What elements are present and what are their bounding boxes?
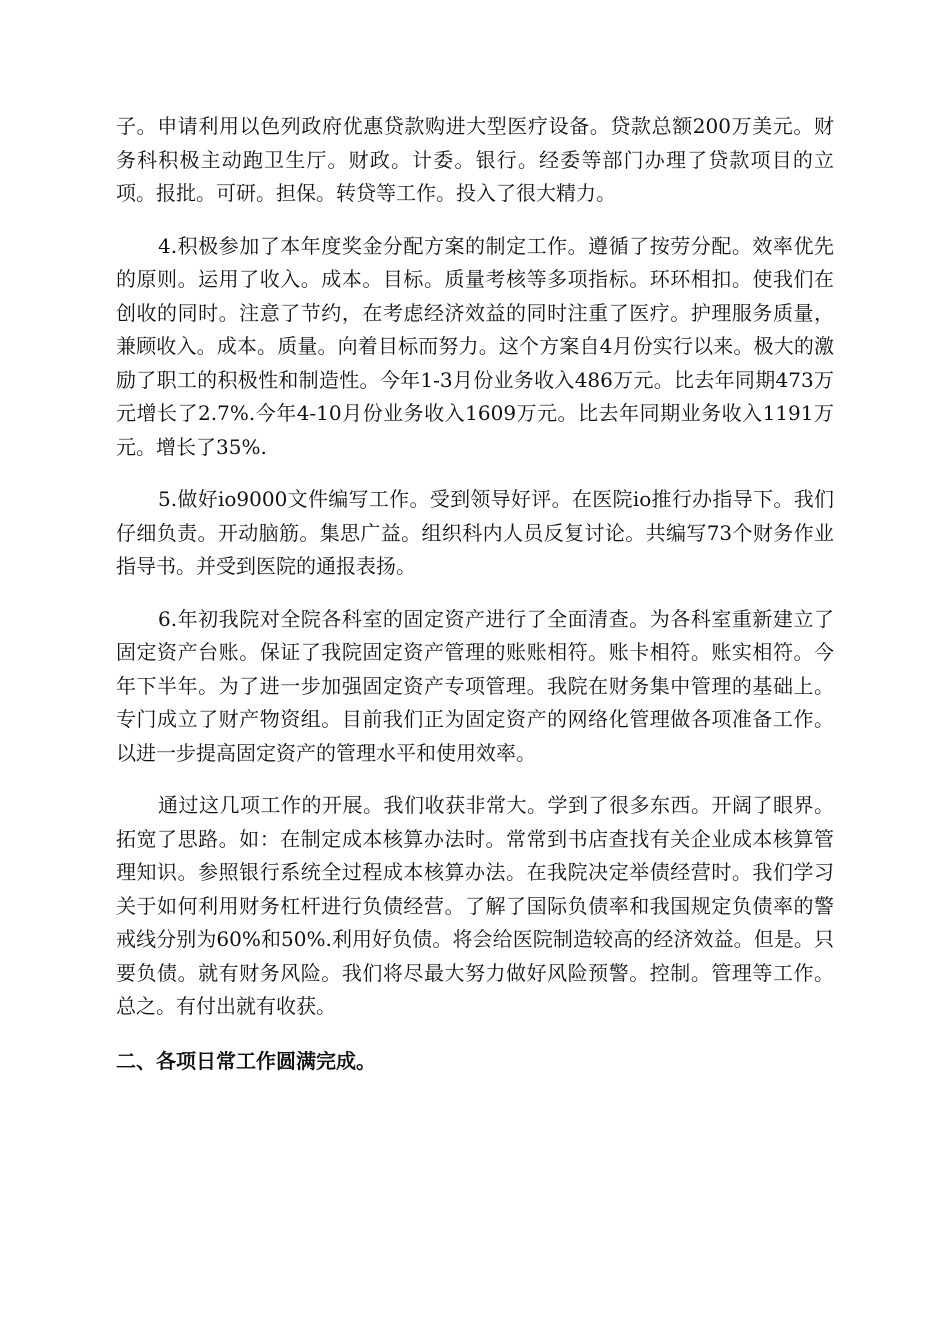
- section-heading: 二、各项日常工作圆满完成。: [116, 1048, 376, 1073]
- paragraph-io9000-documents: 5.做好io9000文件编写工作。受到领导好评。在医院io推行办指导下。我们仔细负责。开动脑筋。集思广益。组织科内人员反复讨论。共编写73个财务作业指导书。并受到医院的通报表扬。: [116, 487, 834, 578]
- document-page: [116, 110, 834, 1078]
- paragraph-fixed-assets: 6.年初我院对全院各科室的固定资产进行了全面清查。为各科室重新建立了固定资产台账。保证了我院固定资产管理的账账相符。账卡相符。账实相符。今年下半年。为了进一步加强固定资产专项管理。我院在财务集中管理的基础上。专门成立了财产物资组。目前我们正为固定资产的网络化管理做各项准备工作。以进一步提高固定资产的管理水平和使用效率。: [116, 606, 834, 765]
- paragraph-summary-gains: 通过这几项工作的开展。我们收获非常大。学到了很多东西。开阔了眼界。拓宽了思路。如：在制定成本核算办法时。常常到书店查找有关企业成本核算管理知识。参照银行系统全过程成本核算办法。在我院决定举债经营时。我们学习关于如何利用财务杠杆进行负债经营。了解了国际负债率和我国规定负债率的警戒线分别为60%和50%.利用好负债。将会给医院制造较高的经济效益。但是。只要负债。就有财务风险。我们将尽最大努力做好风险预警。控制。管理等工作。总之。有付出就有收获。: [116, 793, 834, 1018]
- paragraph-loan-project: 子。申请利用以色列政府优惠贷款购进大型医疗设备。贷款总额200万美元。财务科积极主动跑卫生厅。财政。计委。银行。经委等部门办理了贷款项目的立项。报批。可研。担保。转贷等工作。投入了很大精力。: [116, 114, 834, 205]
- paragraph-bonus-scheme: 4.积极参加了本年度奖金分配方案的制定工作。遵循了按劳分配。效率优先的原则。运用了收入。成本。目标。质量考核等多项指标。环环相扣。使我们在创收的同时。注意了节约，在考虑经济效益的同时注重了医疗。护理服务质量，兼顾收入。成本。质量。向着目标而努力。这个方案自4月份实行以来。极大的激励了职工的积极性和制造性。今年1-3月份业务收入486万元。比去年同期473万元增长了2.7%.今年4-10月份业务收入1609万元。比去年同期业务收入1191万元。增长了35%.: [116, 233, 834, 459]
